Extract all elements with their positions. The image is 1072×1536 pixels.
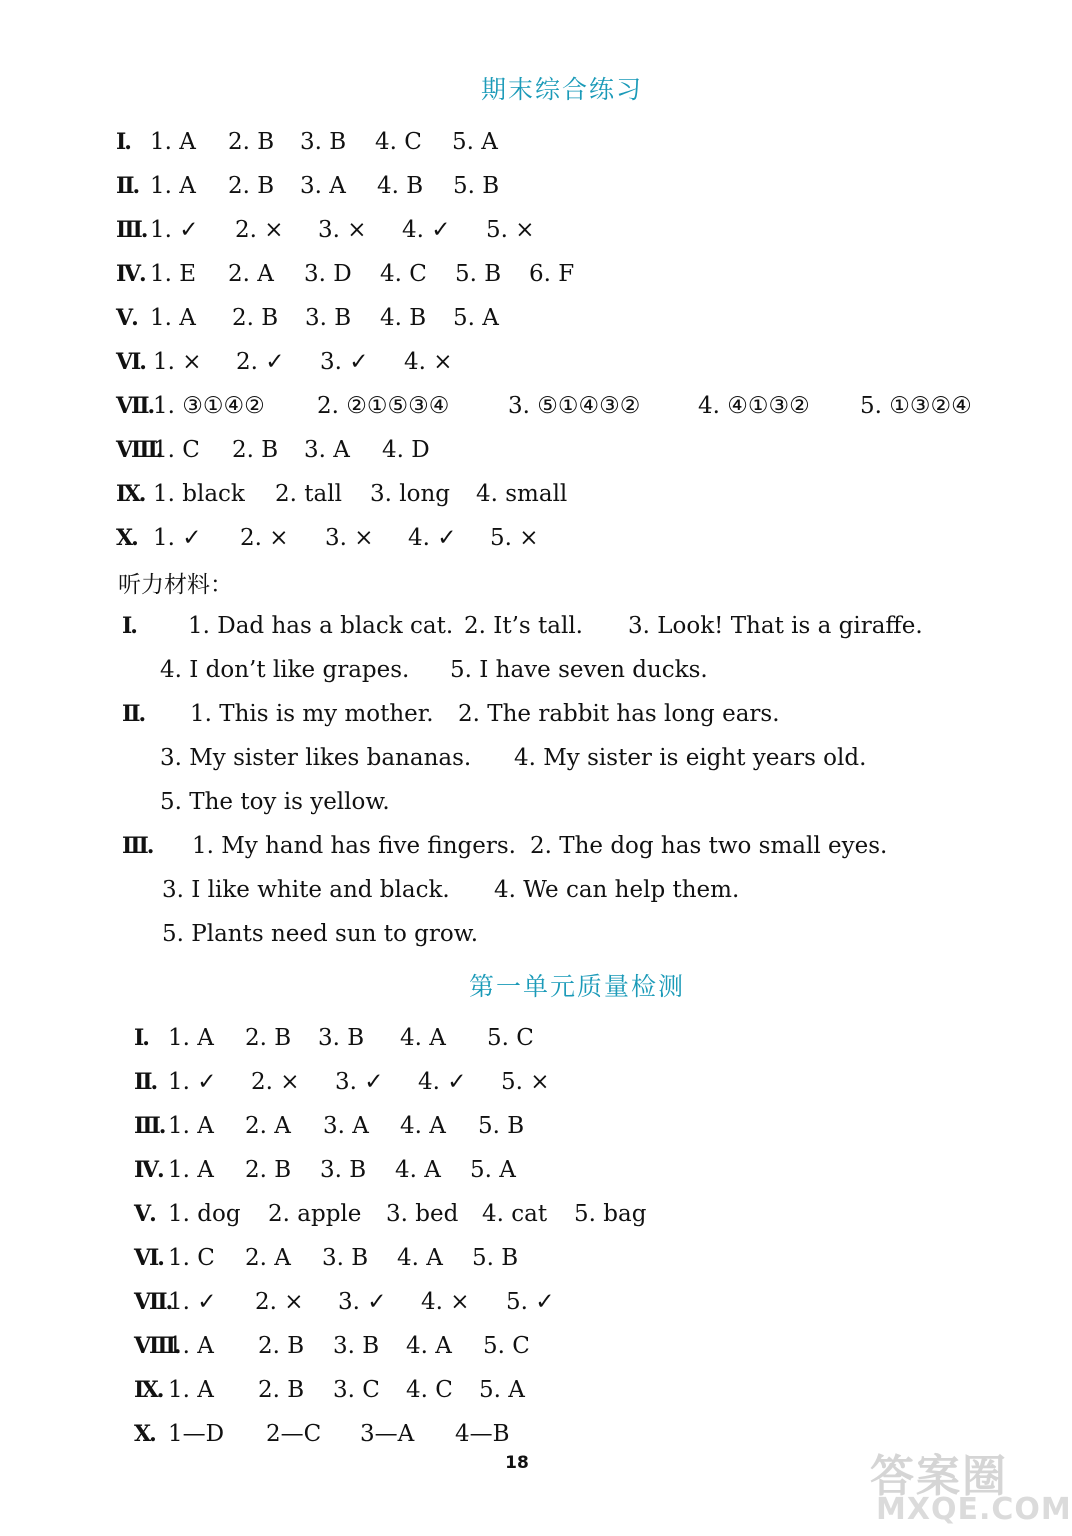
transcript-sentence: 1. My hand has five fingers. xyxy=(192,833,516,859)
answer-item: 2. × xyxy=(251,1069,300,1095)
answer-item: 2—C xyxy=(266,1421,322,1447)
answer-item: 1. E xyxy=(150,261,197,287)
answer-item: 1. × xyxy=(153,349,202,375)
answer-item: 4. ✓ xyxy=(408,525,457,551)
transcript-sentence: 2. It’s tall. xyxy=(464,613,583,639)
transcript-sentence: 2. The dog has two small eyes. xyxy=(530,833,888,859)
site-watermark xyxy=(870,1440,1072,1536)
transcript-sentence: 5. The toy is yellow. xyxy=(160,789,390,815)
answer-item: 4. A xyxy=(397,1245,443,1271)
answer-item: 3. B xyxy=(318,1025,365,1051)
question-number: Ⅰ. xyxy=(116,129,130,155)
transcript-sentence: 2. The rabbit has long ears. xyxy=(458,701,780,727)
answer-item: 5. B xyxy=(478,1113,525,1139)
answer-item: 5. A xyxy=(452,129,498,155)
question-number: Ⅲ. xyxy=(134,1113,165,1139)
question-number: Ⅱ. xyxy=(134,1069,157,1095)
answer-item: 2. B xyxy=(245,1025,292,1051)
answer-item: 3. D xyxy=(304,261,352,287)
answer-item: 4. A xyxy=(406,1333,452,1359)
answer-item: 2. × xyxy=(255,1289,304,1315)
answer-item: 5. B xyxy=(453,173,500,199)
answer-item: 3. B xyxy=(305,305,352,331)
answer-item: 3. ✓ xyxy=(320,349,369,375)
answer-item: 5. A xyxy=(470,1157,516,1183)
answer-item: 5. × xyxy=(501,1069,550,1095)
answer-item: 1. A xyxy=(168,1157,214,1183)
answer-item: 5. bag xyxy=(574,1201,647,1227)
answer-item: 1. ✓ xyxy=(168,1069,217,1095)
answer-item: 1. ✓ xyxy=(153,525,202,551)
question-number: Ⅲ. xyxy=(116,217,147,243)
transcript-sentence: 4. I don’t like grapes. xyxy=(160,657,410,683)
answer-item: 4. B xyxy=(377,173,424,199)
question-number: Ⅷ. xyxy=(134,1333,180,1359)
answer-item: 2. B xyxy=(232,437,279,463)
answer-item: 2. ✓ xyxy=(236,349,285,375)
answer-item: 3. long xyxy=(370,481,450,507)
answer-item: 5. A xyxy=(453,305,499,331)
question-number: Ⅳ. xyxy=(116,261,145,287)
answer-item: 3. C xyxy=(333,1377,380,1403)
answer-item: 4. ✓ xyxy=(418,1069,467,1095)
answer-item: 4. D xyxy=(382,437,430,463)
transcript-sentence: 5. I have seven ducks. xyxy=(450,657,708,683)
answer-item: 4. cat xyxy=(482,1201,548,1227)
answer-item: 4. A xyxy=(400,1025,446,1051)
question-number: Ⅰ. xyxy=(134,1025,148,1051)
answer-item: 1. A xyxy=(168,1377,214,1403)
answer-item: 4. ✓ xyxy=(402,217,451,243)
answer-item: 5. B xyxy=(472,1245,519,1271)
answer-item: 4. × xyxy=(421,1289,470,1315)
answer-item: 1. A xyxy=(168,1113,214,1139)
question-number: Ⅵ. xyxy=(116,349,145,375)
transcript-sentence: 1. This is my mother. xyxy=(190,701,434,727)
answer-item: 4. small xyxy=(476,481,568,507)
answer-item: 1. black xyxy=(153,481,245,507)
answer-item: 2. A xyxy=(228,261,274,287)
transcript-sentence: 3. I like white and black. xyxy=(162,877,450,903)
answer-item: 3. bed xyxy=(386,1201,459,1227)
answer-item: 4. ④①③② xyxy=(698,393,810,419)
answer-item: 3. ⑤①④③② xyxy=(508,393,641,419)
answer-item: 4. C xyxy=(380,261,427,287)
answer-item: 2. A xyxy=(245,1245,291,1271)
answer-item: 5. × xyxy=(490,525,539,551)
transcript-sentence: 3. Look! That is a giraffe. xyxy=(628,613,923,639)
question-number: Ⅹ. xyxy=(134,1421,155,1447)
answer-item: 3. ✓ xyxy=(338,1289,387,1315)
answer-item: 2. apple xyxy=(268,1201,362,1227)
answer-item: 1—D xyxy=(168,1421,225,1447)
answer-item: 3. B xyxy=(320,1157,367,1183)
answer-item: 3. A xyxy=(304,437,350,463)
answer-item: 5. ①③②④ xyxy=(860,393,972,419)
answer-item: 1. C xyxy=(153,437,200,463)
question-number: Ⅴ. xyxy=(116,305,137,331)
answer-item: 4. × xyxy=(404,349,453,375)
answer-item: 1. dog xyxy=(168,1201,241,1227)
answer-item: 3. B xyxy=(300,129,347,155)
question-number: Ⅶ. xyxy=(116,393,154,419)
answer-item: 3. B xyxy=(333,1333,380,1359)
answer-item: 5. × xyxy=(486,217,535,243)
answer-item: 1. ③①④② xyxy=(153,393,265,419)
answer-item: 2. B xyxy=(245,1157,292,1183)
answer-item: 5. C xyxy=(487,1025,534,1051)
answer-item: 1. A xyxy=(168,1025,214,1051)
question-number: Ⅹ. xyxy=(116,525,137,551)
answer-item: 5. C xyxy=(483,1333,530,1359)
answer-item: 3. A xyxy=(300,173,346,199)
transcript-sentence: 4. My sister is eight years old. xyxy=(514,745,867,771)
answer-item: 2. B xyxy=(232,305,279,331)
answer-item: 2. tall xyxy=(275,481,342,507)
answer-item: 6. F xyxy=(529,261,575,287)
question-number: Ⅱ. xyxy=(122,701,145,727)
watermark-logo-cn: 答案圈 xyxy=(870,1451,1008,1502)
answer-item: 3. A xyxy=(323,1113,369,1139)
listening-material-label: 听力材料： xyxy=(118,572,233,598)
answer-item: 2. B xyxy=(258,1377,305,1403)
question-number: Ⅴ. xyxy=(134,1201,155,1227)
answer-item: 3. × xyxy=(325,525,374,551)
answer-item: 1. A xyxy=(150,305,196,331)
section-title-final-review: 期末综合练习 xyxy=(481,75,644,104)
transcript-sentence: 4. We can help them. xyxy=(494,877,740,903)
answer-item: 1. A xyxy=(168,1333,214,1359)
question-number: Ⅱ. xyxy=(116,173,139,199)
question-number: Ⅵ. xyxy=(134,1245,163,1271)
answer-item: 2. B xyxy=(228,129,275,155)
question-number: Ⅳ. xyxy=(134,1157,163,1183)
answer-item: 4. C xyxy=(375,129,422,155)
section-title-unit-one-test: 第一单元质量检测 xyxy=(469,972,686,1001)
page-number: 18 xyxy=(505,1453,529,1473)
answer-item: 2. B xyxy=(258,1333,305,1359)
answer-item: 3—A xyxy=(360,1421,415,1447)
watermark-logo-en: MXQE.COM xyxy=(876,1492,1072,1527)
answer-item: 3. × xyxy=(318,217,367,243)
question-number: Ⅲ. xyxy=(122,833,153,859)
answer-item: 5. ✓ xyxy=(506,1289,555,1315)
answer-item: 2. ②①⑤③④ xyxy=(317,393,450,419)
answer-item: 2. × xyxy=(235,217,284,243)
answer-item: 4. A xyxy=(400,1113,446,1139)
transcript-sentence: 5. Plants need sun to grow. xyxy=(162,921,479,947)
answer-item: 1. ✓ xyxy=(168,1289,217,1315)
answer-item: 2. B xyxy=(228,173,275,199)
answer-item: 3. B xyxy=(322,1245,369,1271)
transcript-sentence: 1. Dad has a black cat. xyxy=(188,613,454,639)
question-number: Ⅰ. xyxy=(122,613,136,639)
answer-item: 5. A xyxy=(479,1377,525,1403)
transcript-sentence: 3. My sister likes bananas. xyxy=(160,745,472,771)
answer-item: 4. A xyxy=(395,1157,441,1183)
answer-item: 5. B xyxy=(455,261,502,287)
answer-item: 4. B xyxy=(380,305,427,331)
answer-item: 2. A xyxy=(245,1113,291,1139)
answer-item: 1. C xyxy=(168,1245,215,1271)
question-number: Ⅷ. xyxy=(116,437,162,463)
answer-item: 4. C xyxy=(406,1377,453,1403)
answer-item: 3. ✓ xyxy=(335,1069,384,1095)
question-number: Ⅶ. xyxy=(134,1289,172,1315)
question-number: Ⅸ. xyxy=(134,1377,163,1403)
answer-item: 1. A xyxy=(150,173,196,199)
question-number: Ⅸ. xyxy=(116,481,145,507)
answer-item: 4—B xyxy=(455,1421,510,1447)
answer-item: 1. A xyxy=(150,129,196,155)
answer-item: 2. × xyxy=(240,525,289,551)
answer-item: 1. ✓ xyxy=(150,217,199,243)
